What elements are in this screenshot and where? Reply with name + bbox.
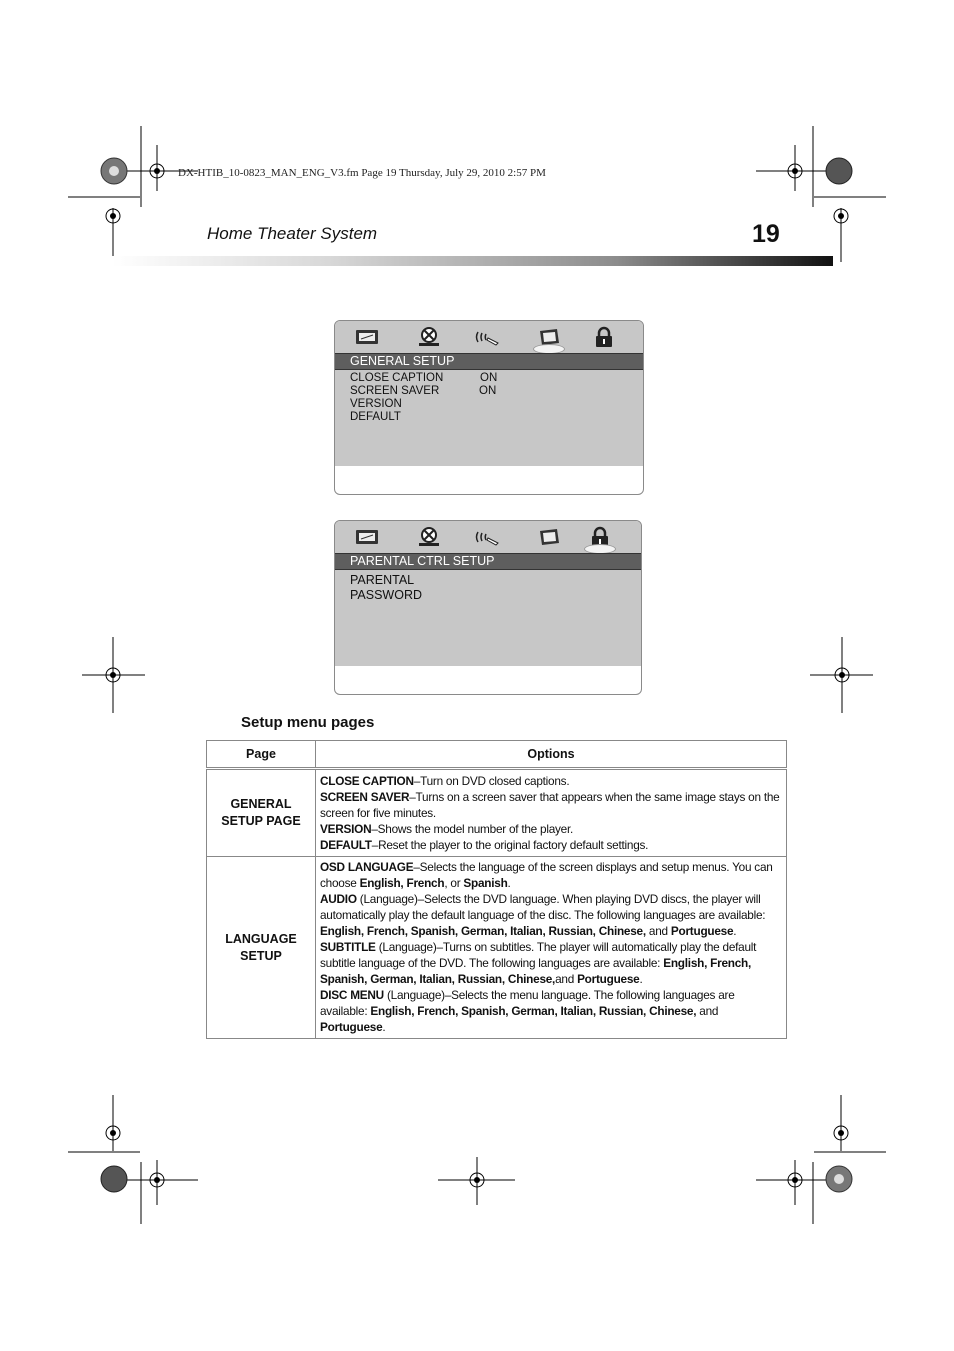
option-term: English, French, Spanish, German, Italian, Russian, Chinese, [370,1004,697,1018]
option-term: English, French [359,876,445,890]
page-cell [207,857,316,1039]
osd-item-label: CLOSE CAPTION [350,372,444,384]
osd-body [335,370,643,466]
lock-icon [591,326,617,348]
option-text: –Reset the player to the original factory default settings. [371,837,649,852]
options-cell [316,769,787,857]
column-header-page: Page [207,741,316,769]
option-paragraph [320,773,780,789]
osd-general-setup [334,320,644,495]
option-term: Portuguese [670,924,734,938]
lock-icon [587,526,613,548]
option-paragraph [320,939,780,987]
header-title: Home Theater System [207,224,378,243]
option-text: . [639,972,643,986]
audio-icon [474,326,500,348]
page-name-line: GENERAL [230,797,292,811]
option-text: . [733,924,737,938]
option-term: Portuguese [577,972,640,986]
osd-title: PARENTAL CTRL SETUP [335,553,641,570]
osd-item-value: ON [479,385,497,397]
option-text: –Selects the language of the screen displays and setup menus. You can choose [320,860,773,890]
option-term: Portuguese [320,1020,383,1034]
option-term: English, French, Spanish, German, Italian, Russian, Chinese, [320,956,752,986]
column-header-options: Options [316,741,787,769]
options-cell [316,857,787,1039]
osd-item-label: SCREEN SAVER [350,385,440,397]
osd-item-label: DEFAULT [350,411,401,423]
option-text: –Turn on DVD closed captions. [413,773,570,788]
option-term: DEFAULT [320,837,372,852]
file-info: DX-HTIB_10-0823_MAN_ENG_V3.fm Page 19 Thursday, July 29, 2010 2:57 PM [178,167,546,179]
option-term: English, French, Spanish, German, Italian, Russian, Chinese, [320,924,646,938]
option-text: and [645,924,671,938]
option-paragraph [320,837,780,853]
table-row [207,857,787,1039]
option-term: AUDIO [320,892,357,906]
option-term: CLOSE CAPTION [320,773,414,788]
option-term: DISC MENU [320,988,384,1002]
speaker-icon [416,326,442,348]
osd-icon-bar [335,521,641,553]
osd-parental-setup [334,520,642,695]
option-text: (Language)–Selects the menu language. The following languages are available: [320,988,735,1018]
table-row [207,769,787,857]
video-icon [536,526,562,548]
option-paragraph [320,987,780,1035]
option-text: . [507,876,511,890]
page-cell [207,769,316,857]
option-term: Spanish [463,876,508,890]
page-name-line: LANGUAGE [225,931,297,946]
osd-item-label: PARENTAL [350,573,415,587]
option-text: and [696,1004,719,1018]
page-number: 19 [752,220,780,248]
option-text: –Shows the model number of the player. [371,821,574,836]
osd-item-label: PASSWORD [350,588,422,602]
option-text: , or [444,876,464,890]
osd-title: GENERAL SETUP [335,353,643,370]
option-text: –Turns on a screen saver that appears when the same image stays on the screen for five minutes. [320,789,780,820]
option-term: SCREEN SAVER [320,789,410,804]
osd-body [335,570,641,666]
table-header-row [207,741,787,769]
video-icon [536,326,562,348]
header-rule [112,256,833,266]
option-term: OSD LANGUAGE [320,860,414,874]
option-paragraph [320,859,780,891]
option-paragraph [320,891,780,939]
page-name-line: SETUP [240,948,282,963]
option-term: VERSION [320,821,372,836]
option-term: SUBTITLE [320,940,376,954]
option-paragraph [320,821,780,837]
page-name-line: SETUP PAGE [221,814,301,828]
osd-item-label: VERSION [350,398,402,410]
audio-icon [474,526,500,548]
option-text: and [555,972,578,986]
option-paragraph [320,789,780,821]
tv-icon [354,326,380,348]
option-text: (Language)–Selects the DVD language. When playing DVD discs, the player will automatically play the default language of the disc. The following languages are available: [320,892,766,922]
option-text: (Language)–Turns on subtitles. The player will automatically play the default subtitle language of the DVD. The following languages are available: [320,940,757,970]
option-text: . [382,1020,386,1034]
section-title: Setup menu pages [241,714,375,731]
tv-icon [354,526,380,548]
setup-menu-table [206,740,787,1039]
speaker-icon [416,526,442,548]
osd-icon-bar [335,321,643,353]
osd-item-value: ON [480,372,498,384]
